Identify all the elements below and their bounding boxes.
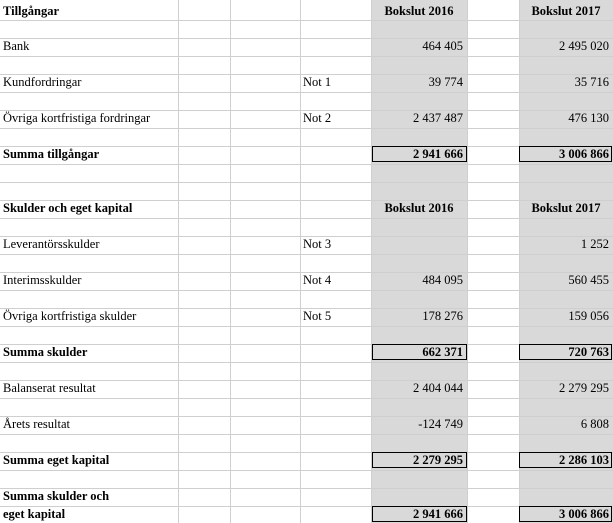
grid-vline [300, 0, 301, 523]
value-2016: 39 774 [428, 75, 463, 89]
row-label-year-result: Årets resultat [3, 417, 70, 431]
value-2016: 484 095 [422, 273, 463, 287]
note-ref: Not 3 [303, 237, 332, 251]
grid-hline [0, 434, 613, 435]
value-2017: 560 455 [568, 273, 609, 287]
value-2017: 6 808 [580, 417, 609, 431]
value-2016: 2 404 044 [413, 381, 463, 395]
value-2017: 2 279 295 [559, 381, 609, 395]
row-label-total-equity: Summa eget kapital [3, 453, 110, 467]
column-header-2016: Bokslut 2016 [384, 4, 454, 18]
row-label-other-receivables: Övriga kortfristiga fordringar [3, 111, 151, 125]
grid-vline [230, 0, 231, 523]
total-2017: 720 763 [568, 345, 609, 359]
note-ref: Not 4 [303, 273, 332, 287]
column-header-2017: Bokslut 2017 [531, 4, 601, 18]
value-2017: 2 495 020 [559, 39, 609, 53]
note-ref: Not 1 [303, 75, 332, 89]
assets-heading: Tillgångar [3, 4, 60, 18]
value-2016: 178 276 [422, 309, 463, 323]
row-label-retained-earnings: Balanserat resultat [3, 381, 96, 395]
grid-vline [467, 0, 468, 523]
row-label-grand-total-line2: eget kapital [3, 507, 66, 521]
row-label-receivables: Kundfordringar [3, 75, 82, 89]
grid-hline [0, 20, 613, 21]
value-2016: 464 405 [422, 39, 463, 53]
grand-total-2016: 2 941 666 [413, 507, 463, 521]
grid-hline [0, 254, 613, 255]
grid-hline [0, 398, 613, 399]
grid-hline [0, 92, 613, 93]
row-label-bank: Bank [3, 39, 30, 53]
value-2017: 476 130 [568, 111, 609, 125]
row-label-other-liabilities: Övriga kortfristiga skulder [3, 309, 137, 323]
grid-hline [0, 128, 613, 129]
value-2016: -124 749 [418, 417, 463, 431]
grid-hline [0, 290, 613, 291]
total-2017: 3 006 866 [559, 147, 609, 161]
value-2017: 35 716 [574, 75, 609, 89]
value-2017: 1 252 [580, 237, 609, 251]
row-label-suppliers: Leverantörsskulder [3, 237, 100, 251]
grid-hline [0, 326, 613, 327]
total-2017: 2 286 103 [559, 453, 609, 467]
grid-hline [0, 56, 613, 57]
grand-total-2017: 3 006 866 [559, 507, 609, 521]
value-2016 [371, 235, 463, 253]
row-label-total-liabilities: Summa skulder [3, 345, 88, 359]
column-header-2017: Bokslut 2017 [531, 201, 601, 215]
total-2016: 2 941 666 [413, 147, 463, 161]
grid-hline [0, 182, 613, 183]
column-header-2016: Bokslut 2016 [384, 201, 454, 215]
grid-hline [0, 362, 613, 363]
total-2016: 2 279 295 [413, 453, 463, 467]
value-2016: 2 437 487 [413, 111, 463, 125]
row-label-total-assets: Summa tillgångar [3, 147, 100, 161]
value-2017: 159 056 [568, 309, 609, 323]
note-ref: Not 5 [303, 309, 332, 323]
total-2016: 662 371 [422, 345, 463, 359]
row-label-grand-total-line1: Summa skulder och [3, 489, 110, 503]
grid-hline [0, 218, 613, 219]
grid-hline [0, 164, 613, 165]
row-label-interim: Interimsskulder [3, 273, 82, 287]
grid-vline [178, 0, 179, 523]
note-ref: Not 2 [303, 111, 332, 125]
grid-hline [0, 470, 613, 471]
liabilities-heading: Skulder och eget kapital [3, 201, 133, 215]
